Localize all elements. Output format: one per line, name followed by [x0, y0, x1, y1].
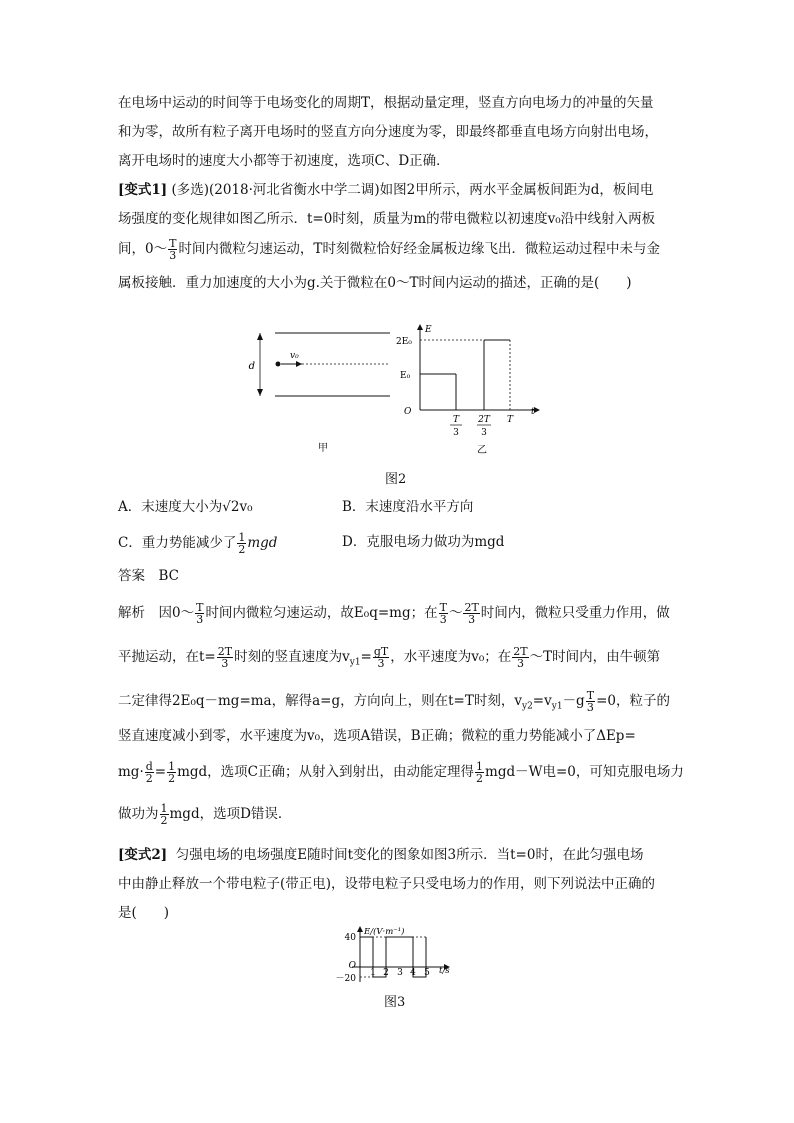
- x-tick-4: 4: [410, 968, 416, 978]
- y-tick-neg20: －20: [335, 974, 356, 984]
- x-tick-3: 3: [397, 968, 403, 978]
- svg-text:3: 3: [453, 428, 459, 438]
- figure-caption: 图3: [384, 995, 406, 1010]
- para-line: 离开电场时的速度大小都等于初速度，选项C、D正确．: [118, 153, 450, 169]
- analysis-line: 做功为 $\frac{1}{2}$ mgd，选项D错误．: [118, 802, 292, 827]
- x-tick-1: 1: [370, 968, 376, 978]
- x-tick-T3: T: [452, 415, 460, 425]
- svg-text:3: 3: [481, 428, 487, 438]
- question-line: [变式1] (多选)(2018·河北省衡水中学二调)如图2甲所示，两水平金属板间距为d，板间电: [118, 182, 654, 198]
- subfig-right-label: 乙: [477, 445, 487, 456]
- figure-3: [0, 922, 794, 992]
- y-tick-2E0: 2E₀: [396, 337, 412, 347]
- analysis-line: 竖直速度减小到零，水平速度为v₀，选项A错误，B正确；微粒的重力势能减小了ΔEp=: [118, 728, 636, 744]
- x-axis-label: t: [531, 407, 535, 417]
- subfig-left-label: 甲: [318, 443, 328, 454]
- question-line: 属板接触．重力加速度的大小为g.关于微粒在0～T时间内运动的描述，正确的是( ): [118, 275, 632, 291]
- option-c[interactable]: C．重力势能减少了 $\frac{1}{2}$ mgd: [118, 531, 278, 556]
- question-line: [变式2] 匀强电场的电场强度E随时间t变化的图象如图3所示．当t=0时，在此匀强电场: [118, 847, 644, 863]
- origin-label: O: [348, 961, 356, 971]
- x-axis-label: t/s: [439, 966, 450, 976]
- analysis-line: 解析 因0～ $\frac{T}{3}$ 时间内微粒匀速运动，故E₀q=mg；在 $\frac{T}{3}$ ～ $\frac{2T}{3}$ 时间内，微粒只受重力作用，做: [118, 601, 670, 626]
- origin-label: O: [404, 407, 412, 417]
- option-a[interactable]: A．末速度大小为√2v₀: [118, 499, 253, 515]
- para-line: 在电场中运动的时间等于电场变化的周期T，根据动量定理，竖直方向电场力的冲量的矢量: [118, 95, 654, 111]
- figure-2: [0, 318, 794, 478]
- x-tick-2T3: 2T: [478, 415, 490, 425]
- analysis-line: 二定律得2E₀q－mg=ma，解得a=g，方向向上，则在t=T时刻，$v_{y2}=v_{y1}-g$ $\frac{T}{3}$ =0，粒子的: [118, 689, 670, 714]
- analysis-line: 平抛运动，在t= $\frac{2T}{3}$ 时刻的竖直速度为$v_{y1}=$ $\frac{gT}{3}$ ，水平速度为v₀；在 $\frac{2T}{3}$ ～T时间内，由牛顿第: [118, 645, 661, 670]
- velocity-label: v₀: [290, 351, 299, 361]
- x-tick-2: 2: [383, 968, 389, 978]
- question-tag: [变式1]: [118, 182, 168, 198]
- option-b[interactable]: B．末速度沿水平方向: [342, 499, 474, 515]
- plate-distance-label: d: [248, 361, 255, 372]
- figure-caption: 图2: [385, 472, 407, 487]
- x-tick-5: 5: [424, 968, 430, 978]
- option-d[interactable]: D．克服电场力做功为mgd: [342, 534, 505, 550]
- x-tick-T: T: [506, 415, 514, 425]
- para-line: 和为零，故所有粒子离开电场时的竖直方向分速度为零，即最终都垂直电场方向射出电场，: [118, 124, 658, 140]
- question-tag: [变式2]: [118, 847, 168, 863]
- answer: 答案 BC: [118, 568, 180, 584]
- y-tick-E0: E₀: [400, 371, 411, 381]
- y-tick-40: 40: [344, 933, 356, 943]
- question-line: 中由静止释放一个带电粒子(带正电)，设带电粒子只受电场力的作用，则下列说法中正确的: [118, 876, 656, 892]
- question-line: 是( ): [118, 905, 170, 921]
- question-line: 场强度的变化规律如图乙所示．t=0时刻，质量为m的带电微粒以初速度v₀沿中线射入两板: [118, 211, 656, 227]
- y-axis-label: E/(V·m⁻¹): [364, 927, 405, 937]
- question-line: 间，0～ $\frac{T}{3}$ 时间内微粒匀速运动，T时刻微粒恰好经金属板边缘飞出．微粒运动过程中未与金: [118, 237, 660, 262]
- analysis-line: mg· $\frac{d}{2}$ = $\frac{1}{2}$ mgd，选项C正确；从射入到射出，由动能定理得 $\frac{1}{2}$ mgd－W电=0，可知克服电场力: [118, 760, 684, 785]
- y-axis-label: E: [425, 325, 432, 335]
